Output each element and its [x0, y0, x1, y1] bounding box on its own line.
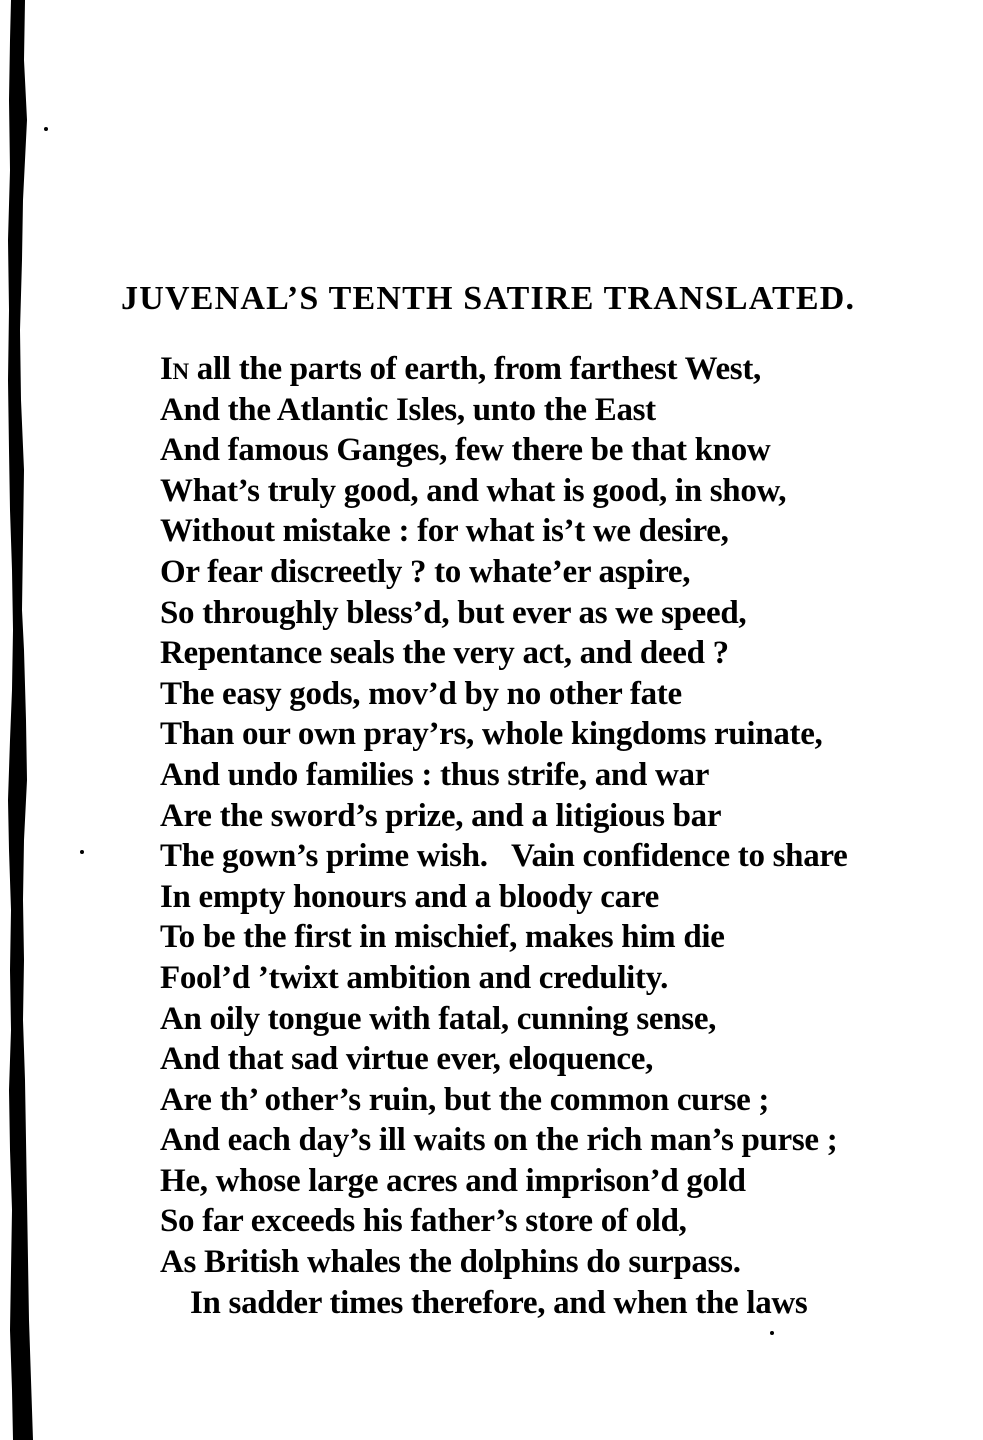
poem-line-text: So throughly bless’d, but ever as we speed,: [160, 594, 747, 631]
poem-line: [160, 836, 848, 877]
poem-line: [160, 1201, 848, 1242]
poem-line-text: As British whales the dolphins do surpass.: [160, 1244, 741, 1281]
poem-line: [160, 430, 848, 471]
poem-line: [160, 1080, 848, 1121]
poem-line: [160, 917, 848, 958]
poem-line-text: Are the sword’s prize, and a litigious bar: [160, 797, 722, 834]
poem-line-text: Than our own pray’rs, whole kingdoms ruinate,: [160, 716, 823, 753]
poem-line-text: He, whose large acres and imprison’d gold: [160, 1162, 746, 1199]
binding-shadow-artifact: [0, 0, 60, 1440]
poem-line-text: And undo families : thus strife, and war: [160, 756, 710, 793]
poem-line: [160, 999, 848, 1040]
ink-speck: [80, 850, 84, 854]
poem-line-text: So far exceeds his father’s store of old,: [160, 1203, 687, 1240]
poem-line-text: Without mistake : for what is’t we desire,: [160, 513, 729, 550]
poem-line: [160, 593, 848, 634]
poem-line: [160, 1242, 848, 1283]
ink-speck: [44, 127, 48, 131]
poem-line-text: And the Atlantic Isles, unto the East: [160, 391, 656, 428]
ink-speck: [770, 1331, 774, 1335]
poem-line: [160, 390, 848, 431]
poem-line: [160, 674, 848, 715]
poem-line: [160, 511, 848, 552]
poem-line-text: all the parts of earth, from farthest West,: [188, 351, 761, 387]
poem-line-text: The easy gods, mov’d by no other fate: [160, 675, 682, 712]
poem-line: [160, 958, 848, 999]
poem-line-text: What’s truly good, and what is good, in show,: [160, 472, 787, 509]
poem-line-text: And famous Ganges, few there be that know: [160, 432, 771, 469]
page-title: JUVENAL’S TENTH SATIRE TRANSLATED.: [121, 280, 856, 317]
poem-line-text: The gown’s prime wish. Vain confidence to share: [160, 838, 848, 875]
poem-line: [160, 755, 848, 796]
poem-line: [160, 633, 848, 674]
poem-line-text: Repentance seals the very act, and deed ?: [160, 635, 729, 672]
poem-line-lead: In: [160, 351, 189, 387]
poem-line-text: Or fear discreetly ? to whate’er aspire,: [160, 553, 691, 590]
poem-line: [160, 1161, 848, 1202]
poem-line: [160, 1039, 848, 1080]
poem-line: [160, 714, 848, 755]
poem-line: [160, 796, 848, 837]
poem-line: [160, 1283, 848, 1324]
poem-line-text: Fool’d ’twixt ambition and credulity.: [160, 959, 669, 996]
poem-line-text: An oily tongue with fatal, cunning sense,: [160, 1000, 717, 1037]
poem-line: [160, 1120, 848, 1161]
poem: [160, 349, 848, 1323]
poem-line: [160, 471, 848, 512]
poem-line-text: Are th’ other’s ruin, but the common curse ;: [160, 1081, 770, 1118]
poem-line-text: In sadder times therefore, and when the laws: [190, 1284, 808, 1321]
poem-line-text: And that sad virtue ever, eloquence,: [160, 1041, 654, 1078]
poem-line: [160, 552, 848, 593]
poem-line: [160, 877, 848, 918]
poem-line: [160, 349, 848, 390]
poem-line-text: And each day’s ill waits on the rich man’s purse ;: [160, 1122, 838, 1159]
poem-line-text: To be the first in mischief, makes him die: [160, 919, 725, 956]
poem-line-text: In empty honours and a bloody care: [160, 878, 659, 915]
